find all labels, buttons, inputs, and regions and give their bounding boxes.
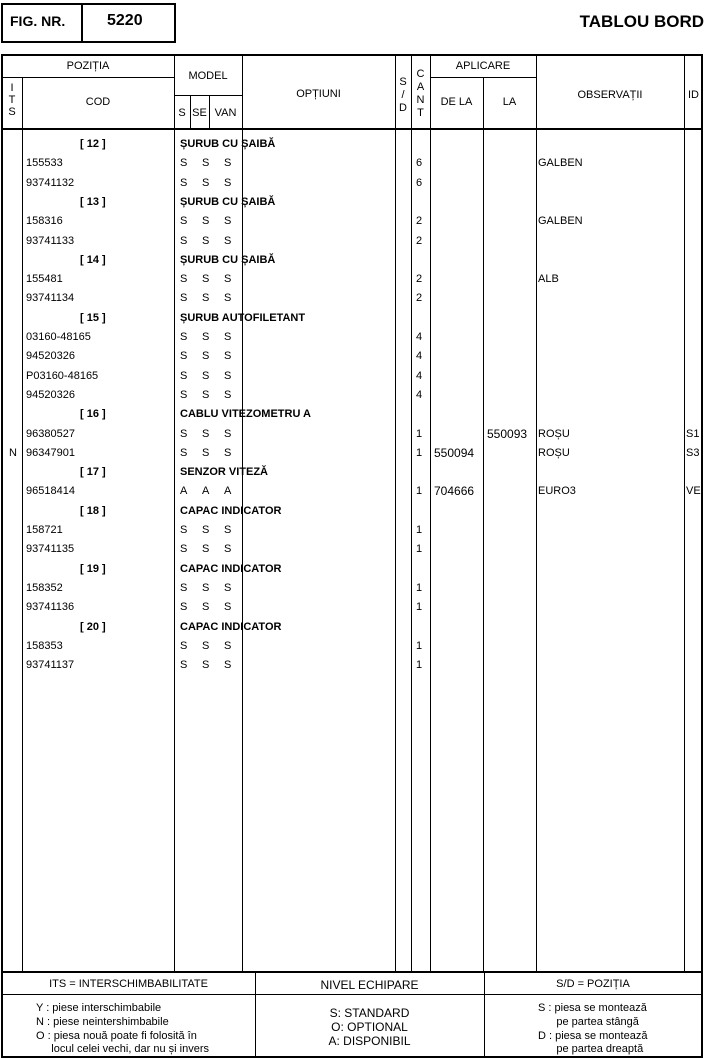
header-id: ID (688, 89, 699, 101)
footer-nivel-standard: S: STANDARD (329, 1006, 410, 1020)
part-code: 93741132 (26, 176, 75, 189)
position-number: [ 18 ] (80, 504, 106, 517)
part-code: 158353 (26, 639, 63, 652)
quantity: 6 (416, 157, 423, 170)
footer-nivel-title: NIVEL ECHIPARE (320, 978, 419, 992)
model-se: S (202, 157, 210, 170)
quantity: 2 (416, 234, 423, 247)
model-s: S (180, 369, 188, 382)
model-s: S (180, 543, 188, 556)
part-code: 93741133 (26, 234, 75, 247)
part-code: 94520326 (26, 350, 75, 363)
quantity: 1 (416, 485, 423, 498)
quantity: 1 (416, 639, 423, 652)
from-serial: 550094 (434, 445, 475, 460)
table-row (0, 598, 704, 617)
part-code: 94520326 (26, 388, 75, 401)
footer-its-line-o-cont: locul celei vechi, dar nu și invers (36, 1043, 210, 1055)
group-row (0, 463, 704, 482)
footer-its-line-o: O : piesa nouă poate fi folosită în (36, 1030, 197, 1042)
model-s: S (180, 176, 188, 189)
model-van: S (224, 639, 232, 652)
header-de-la: DE LA (440, 96, 473, 108)
group-name: SENZOR VITEZĂ (180, 466, 269, 479)
position-number: [ 20 ] (80, 620, 106, 633)
quantity: 1 (416, 427, 423, 440)
model-s: A (180, 485, 188, 498)
from-serial: 704666 (434, 484, 475, 499)
header-optiuni: OPȚIUNI (296, 88, 341, 100)
table-row (0, 347, 704, 366)
part-code: 93741134 (26, 292, 75, 305)
header-model-se: SE (192, 107, 207, 119)
model-s: S (180, 446, 188, 459)
fig-label: FIG. NR. (10, 13, 66, 29)
model-van: S (224, 273, 232, 286)
part-code: 155533 (26, 157, 63, 170)
fig-number: 5220 (107, 12, 143, 29)
observation: EURO3 (538, 485, 576, 498)
group-row (0, 251, 704, 270)
header-model-s: S (178, 107, 186, 119)
position-number: [ 17 ] (80, 466, 106, 479)
model-se: S (202, 601, 210, 614)
model-se: S (202, 176, 210, 189)
part-code: 93741135 (26, 543, 75, 556)
header-bottom-line (2, 128, 702, 130)
header-sd-s: S (399, 76, 407, 88)
model-se: S (202, 524, 210, 536)
position-number: [ 12 ] (80, 138, 106, 150)
position-number: [ 19 ] (80, 562, 106, 575)
model-van: S (224, 601, 232, 614)
quantity: 1 (416, 601, 423, 614)
footer-its-title: ITS = INTERSCHIMBABILITATE (49, 978, 208, 990)
header-its-i: I (10, 82, 14, 94)
header-aplicare: APLICARE (455, 60, 511, 72)
table-row (0, 270, 704, 289)
model-van: S (224, 543, 232, 556)
quantity: 2 (416, 292, 423, 305)
quantity: 4 (416, 350, 423, 363)
model-van: S (224, 369, 232, 382)
model-se: S (202, 388, 210, 401)
part-code: 96518414 (26, 485, 75, 498)
part-code: 93741137 (26, 659, 75, 672)
observation: ROȘU (538, 446, 570, 459)
group-name: ȘURUB CU ȘAIBĂ (180, 253, 276, 266)
model-s: S (180, 292, 188, 305)
model-van: S (224, 215, 232, 228)
table-row (0, 482, 704, 501)
quantity: 2 (416, 215, 423, 228)
table-row (0, 232, 704, 251)
table-row (0, 656, 704, 675)
position-number: [ 16 ] (80, 408, 106, 421)
model-van: S (224, 581, 232, 594)
footer-its-line-y: Y : piese interschimbabile (36, 1002, 162, 1014)
model-van: S (224, 524, 232, 536)
header-cant-c: C (416, 68, 425, 80)
model-s: S (180, 427, 188, 440)
model-s: S (180, 350, 188, 363)
quantity: 4 (416, 388, 423, 401)
header-observatii: OBSERVAȚII (577, 89, 643, 101)
part-code: 93741136 (26, 601, 75, 614)
model-s: S (180, 659, 188, 672)
group-name: CAPAC INDICATOR (180, 504, 282, 517)
group-name: ȘURUB CU ȘAIBĂ (180, 138, 276, 150)
table-row (0, 154, 704, 173)
model-s: S (180, 388, 188, 401)
quantity: 4 (416, 369, 423, 382)
observation: ALB (538, 273, 559, 286)
group-row (0, 405, 704, 424)
footer-title-line (2, 994, 702, 995)
header-model-van: VAN (214, 107, 237, 119)
table-row (0, 579, 704, 598)
model-van: S (224, 388, 232, 401)
header-cant-t: T (417, 107, 424, 119)
model-s: S (180, 331, 188, 343)
group-row (0, 135, 704, 154)
footer-sd-title: S/D = POZIȚIA (556, 978, 630, 990)
observation: GALBEN (538, 215, 583, 228)
model-van: S (224, 446, 232, 459)
model-se: S (202, 446, 210, 459)
header-cod: COD (85, 96, 111, 108)
table-row (0, 289, 704, 308)
model-van: A (224, 485, 232, 498)
part-code: 155481 (26, 273, 63, 286)
model-se: S (202, 659, 210, 672)
model-se: S (202, 292, 210, 305)
model-s: S (180, 639, 188, 652)
part-code: 158721 (26, 524, 63, 536)
group-name: CAPAC INDICATOR (180, 562, 282, 575)
id-code: S3 (686, 446, 700, 459)
position-number: [ 14 ] (80, 253, 106, 266)
model-s: S (180, 601, 188, 614)
to-serial: 550093 (487, 426, 528, 441)
header-sd-d: D (399, 102, 407, 114)
table-row (0, 386, 704, 405)
quantity: 4 (416, 331, 423, 343)
observation: GALBEN (538, 157, 583, 170)
model-van: S (224, 659, 232, 672)
part-code: 03160-48165 (26, 331, 91, 343)
model-divider (174, 95, 242, 96)
model-van: S (224, 292, 232, 305)
model-se: S (202, 369, 210, 382)
model-s: S (180, 215, 188, 228)
table-row (0, 174, 704, 193)
quantity: 1 (416, 659, 423, 672)
header-cant-n: N (416, 94, 425, 106)
position-number: [ 15 ] (80, 311, 106, 324)
group-row (0, 309, 704, 328)
quantity: 1 (416, 543, 423, 556)
footer-top-line (2, 971, 702, 973)
model-s: S (180, 234, 188, 247)
fig-box-divider (81, 4, 83, 42)
model-se: S (202, 543, 210, 556)
footer-sd-line-d: D : piesa se montează (538, 1030, 648, 1042)
quantity: 6 (416, 176, 423, 189)
group-row (0, 193, 704, 212)
part-code: 158316 (26, 215, 63, 228)
model-se: S (202, 581, 210, 594)
model-se: S (202, 350, 210, 363)
model-van: S (224, 350, 232, 363)
group-name: ȘURUB AUTOFILETANT (180, 311, 306, 324)
group-row (0, 618, 704, 637)
part-code: 96347901 (26, 446, 75, 459)
model-s: S (180, 524, 188, 536)
model-van: S (224, 331, 232, 343)
quantity: 1 (416, 524, 423, 536)
group-name: CAPAC INDICATOR (180, 620, 282, 633)
model-van: S (224, 157, 232, 170)
header-pozitia: POZIȚIA (66, 60, 110, 72)
footer-nivel-optional: O: OPTIONAL (331, 1020, 408, 1034)
footer-nivel-disponibil: A: DISPONIBIL (328, 1034, 411, 1048)
model-se: S (202, 215, 210, 228)
model-van: S (224, 234, 232, 247)
group-name: ȘURUB CU ȘAIBĂ (180, 195, 276, 208)
footer-sd-line-s: S : piesa se montează (538, 1002, 647, 1014)
model-se: A (202, 485, 210, 498)
header-model: MODEL (188, 70, 228, 82)
observation: ROȘU (538, 427, 570, 440)
quantity: 1 (416, 581, 423, 594)
table-row (0, 444, 704, 463)
table-row (0, 425, 704, 444)
model-s: S (180, 273, 188, 286)
table-row (0, 521, 704, 540)
model-se: S (202, 427, 210, 440)
quantity: 1 (416, 446, 423, 459)
position-number: [ 13 ] (80, 195, 106, 208)
model-s: S (180, 581, 188, 594)
footer-sd-line-s-cont: pe partea stângă (538, 1016, 639, 1028)
part-code: 96380527 (26, 427, 75, 440)
footer-its-line-n: N : piese neintershimbabile (36, 1016, 169, 1028)
part-code: 158352 (26, 581, 63, 594)
footer-sd-line-d-cont: pe partea dreaptă (538, 1043, 644, 1055)
model-s: S (180, 157, 188, 170)
part-code: P03160-48165 (26, 369, 99, 382)
model-se: S (202, 639, 210, 652)
pozitia-divider (2, 77, 174, 78)
model-se: S (202, 331, 210, 343)
table-row (0, 328, 704, 347)
header-sd-slash: / (401, 89, 405, 101)
group-row (0, 502, 704, 521)
model-se: S (202, 273, 210, 286)
group-name: CABLU VITEZOMETRU A (180, 408, 311, 421)
id-code: S1 (686, 427, 700, 440)
table-row (0, 540, 704, 559)
table-row (0, 637, 704, 656)
its-code: N (9, 446, 17, 459)
id-code: VE (686, 485, 701, 498)
header-cant-a: A (416, 81, 425, 93)
quantity: 2 (416, 273, 423, 286)
group-row (0, 560, 704, 579)
header-its-s: S (8, 106, 16, 118)
table-row (0, 367, 704, 386)
header-its-t: T (8, 94, 16, 106)
model-van: S (224, 176, 232, 189)
model-se: S (202, 234, 210, 247)
model-van: S (224, 427, 232, 440)
table-row (0, 212, 704, 231)
page-title: TABLOU BORD (579, 12, 704, 31)
header-la: LA (502, 96, 517, 108)
